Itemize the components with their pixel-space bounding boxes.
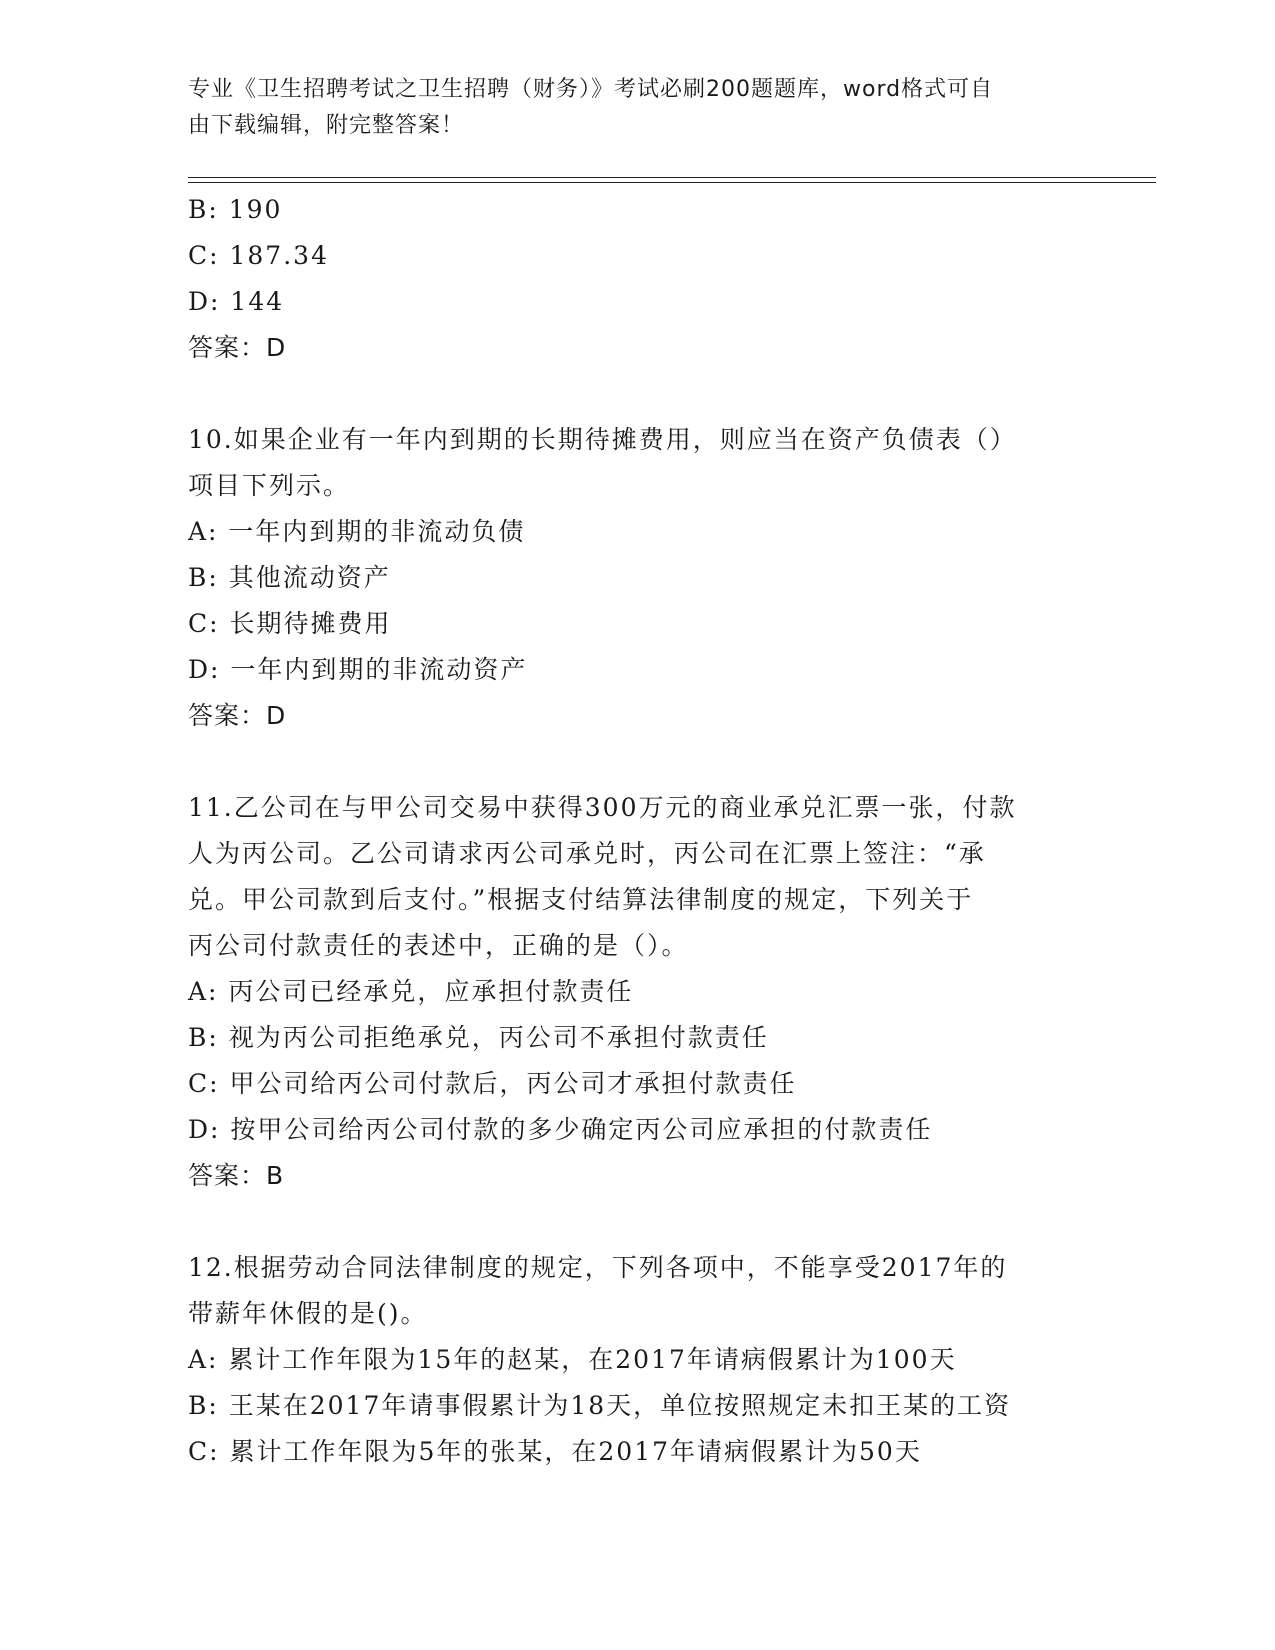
option-a: A: 一年内到期的非流动负债	[188, 517, 526, 546]
question-stem-line: 人为丙公司。乙公司请求丙公司承兑时，丙公司在汇票上签注：“承	[188, 839, 986, 868]
question-stem-line: 项目下列示。	[188, 471, 351, 500]
option-d: D: 按甲公司给丙公司付款的多少确定丙公司应承担的付款责任	[188, 1115, 933, 1144]
option-b: B: 视为丙公司拒绝承兑，丙公司不承担付款责任	[188, 1023, 769, 1052]
page-header	[188, 72, 1068, 144]
spacer	[188, 1199, 1088, 1245]
option-c: C: 187.34	[188, 241, 329, 270]
question-stem-line: 10.如果企业有一年内到期的长期待摊费用，则应当在资产负债表（）	[188, 425, 1017, 454]
option-b: B: 190	[188, 195, 283, 224]
question-12	[188, 1245, 1088, 1475]
header-line-2: 由下载编辑，附完整答案！	[188, 113, 465, 138]
option-c: C: 甲公司给丙公司付款后，丙公司才承担付款责任	[188, 1069, 797, 1098]
header-divider-bottom	[188, 182, 1156, 183]
question-stem-line: 带薪年休假的是()。	[188, 1299, 428, 1328]
question-9	[188, 187, 1088, 371]
option-b: B: 其他流动资产	[188, 563, 391, 592]
question-stem-line: 丙公司付款责任的表述中，正确的是（）。	[188, 931, 689, 960]
question-stem-line: 12.根据劳动合同法律制度的规定，下列各项中，不能享受2017年的	[188, 1253, 1008, 1282]
spacer	[188, 739, 1088, 785]
answer: 答案：D	[188, 333, 287, 362]
option-b: B: 王某在2017年请事假累计为18天，单位按照规定未扣王某的工资	[188, 1391, 1012, 1420]
option-d: D: 一年内到期的非流动资产	[188, 655, 528, 684]
option-a: A: 丙公司已经承兑，应承担付款责任	[188, 977, 634, 1006]
question-stem-line: 兑。甲公司款到后支付。”根据支付结算法律制度的规定，下列关于	[188, 885, 974, 914]
header-divider-top	[188, 177, 1156, 178]
option-d: D: 144	[188, 287, 285, 316]
spacer	[188, 371, 1088, 417]
question-10	[188, 417, 1088, 739]
question-stem-line: 11.乙公司在与甲公司交易中获得300万元的商业承兑汇票一张，付款	[188, 793, 1017, 822]
answer: 答案：B	[188, 1161, 285, 1190]
option-c: C: 累计工作年限为5年的张某，在2017年请病假累计为50天	[188, 1437, 922, 1466]
option-a: A: 累计工作年限为15年的赵某，在2017年请病假累计为100天	[188, 1345, 957, 1374]
option-c: C: 长期待摊费用	[188, 609, 392, 638]
document-body	[188, 187, 1088, 1475]
question-11	[188, 785, 1088, 1199]
answer: 答案：D	[188, 701, 287, 730]
header-line-1: 专业《卫生招聘考试之卫生招聘（财务）》考试必刷200题题库，word格式可自	[188, 77, 994, 102]
